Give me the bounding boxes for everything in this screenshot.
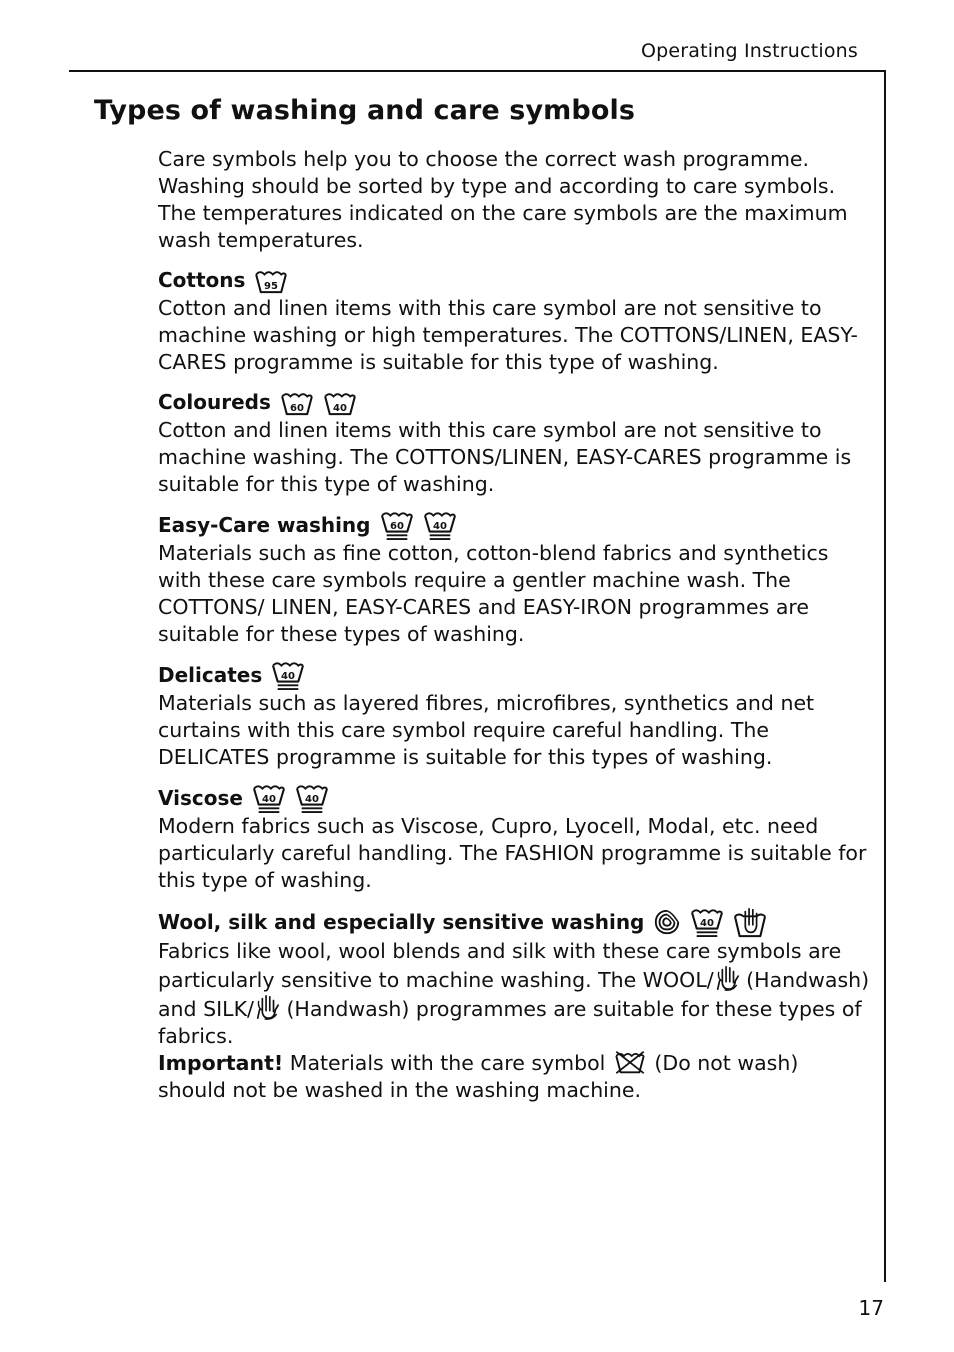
body-text: (Handwash) programmes are suitable for these types of fabrics. <box>158 997 862 1048</box>
section-heading-text: Delicates <box>158 662 263 687</box>
section-wool-silk <box>158 906 870 1104</box>
woolmark-icon <box>653 908 681 936</box>
section-heading-text: Coloureds <box>158 390 271 414</box>
wash-temp-label: 40 <box>261 794 276 805</box>
section-cottons <box>158 266 870 376</box>
section-heading-text: Viscose <box>158 785 243 810</box>
section-viscose <box>158 783 870 894</box>
header-rule <box>69 70 886 72</box>
section-heading <box>158 783 870 813</box>
wash-60-gentle-icon <box>380 510 414 540</box>
section-heading <box>158 510 870 540</box>
intro-paragraph <box>158 146 870 254</box>
section-body: Materials such as layered fibres, microfibres, synthetics and net curtains with this care symbol require careful handling. The DELICATES programme is suitable for this types of washing. <box>158 691 815 769</box>
wash-40-delicate-icon <box>295 783 329 813</box>
important-text: (Do not wash) should not be washed in the washing machine. <box>158 1051 799 1102</box>
section-coloureds <box>158 388 870 498</box>
wash-temp-label: 95 <box>264 280 279 292</box>
margin-rule <box>884 70 886 1282</box>
wash-temp-label: 40 <box>700 918 715 929</box>
page-title: Types of washing and care symbols <box>94 95 636 126</box>
section-body <box>158 938 870 1104</box>
intro-line-1: Care symbols help you to choose the correct wash programme. <box>158 147 810 171</box>
wash-temp-label: 60 <box>289 402 304 414</box>
hand-icon <box>714 965 740 991</box>
section-heading-text: Easy-Care washing <box>158 512 371 537</box>
wash-temp-label: 40 <box>304 794 319 805</box>
important-label: Important! <box>158 1051 284 1075</box>
wash-40-icon <box>323 390 357 416</box>
important-text: Materials with the care symbol <box>283 1051 612 1075</box>
body-text: (Handwash) and SILK/ <box>158 968 870 1021</box>
section-body: Materials such as fine cotton, cotton-blend fabrics and synthetics with these care symbols require a gentler machine wash. The COTTONS/ LINEN, EASY-CARES and EASY-IRON programmes are suitable for these types of washing. <box>158 541 829 646</box>
wash-temp-label: 40 <box>432 521 447 532</box>
page-number: 17 <box>858 1296 884 1320</box>
wash-40-gentle-icon <box>423 510 457 540</box>
running-header: Operating Instructions <box>640 40 858 62</box>
wash-60-icon <box>280 390 314 416</box>
intro-line-3: The temperatures indicated on the care symbols are the maximum wash temperatures. <box>158 201 848 252</box>
wash-temp-label: 40 <box>281 671 296 682</box>
section-heading <box>158 906 870 938</box>
wash-40-delicate-icon <box>271 660 305 690</box>
section-delicates <box>158 660 870 771</box>
do-not-wash-icon <box>612 1050 648 1074</box>
hand-icon <box>254 994 280 1020</box>
section-heading <box>158 266 870 295</box>
section-heading-text: Wool, silk and especially sensitive washing <box>158 909 645 934</box>
wash-temp-label: 40 <box>332 402 347 414</box>
wash-temp-label: 60 <box>389 521 404 532</box>
intro-line-2: Washing should be sorted by type and according to care symbols. <box>158 174 836 198</box>
wash-40-delicate-icon <box>690 907 724 937</box>
body-text: Fabrics like wool, wool blends and silk with these care symbols are particularly sensitive to machine washing. The WOOL/ <box>158 939 842 992</box>
section-easy-care <box>158 510 870 648</box>
section-heading-text: Cottons <box>158 268 246 292</box>
content <box>158 146 870 1116</box>
section-heading <box>158 388 870 417</box>
wash-95-icon <box>254 268 288 294</box>
wash-40-delicate-icon <box>252 783 286 813</box>
section-body: Cotton and linen items with this care symbol are not sensitive to machine washing. The COTTONS/LINEN, EASY-CARES programme is suitable for this type of washing. <box>158 418 852 496</box>
section-heading <box>158 660 870 690</box>
hand-wash-icon <box>733 906 767 938</box>
section-body: Cotton and linen items with this care symbol are not sensitive to machine washing or high temperatures. The COTTONS/LINEN, EASY-CARES programme is suitable for this type of washing. <box>158 296 858 374</box>
section-body: Modern fabrics such as Viscose, Cupro, Lyocell, Modal, etc. need particularly careful handling. The FASHION programme is suitable for this type of washing. <box>158 814 867 892</box>
